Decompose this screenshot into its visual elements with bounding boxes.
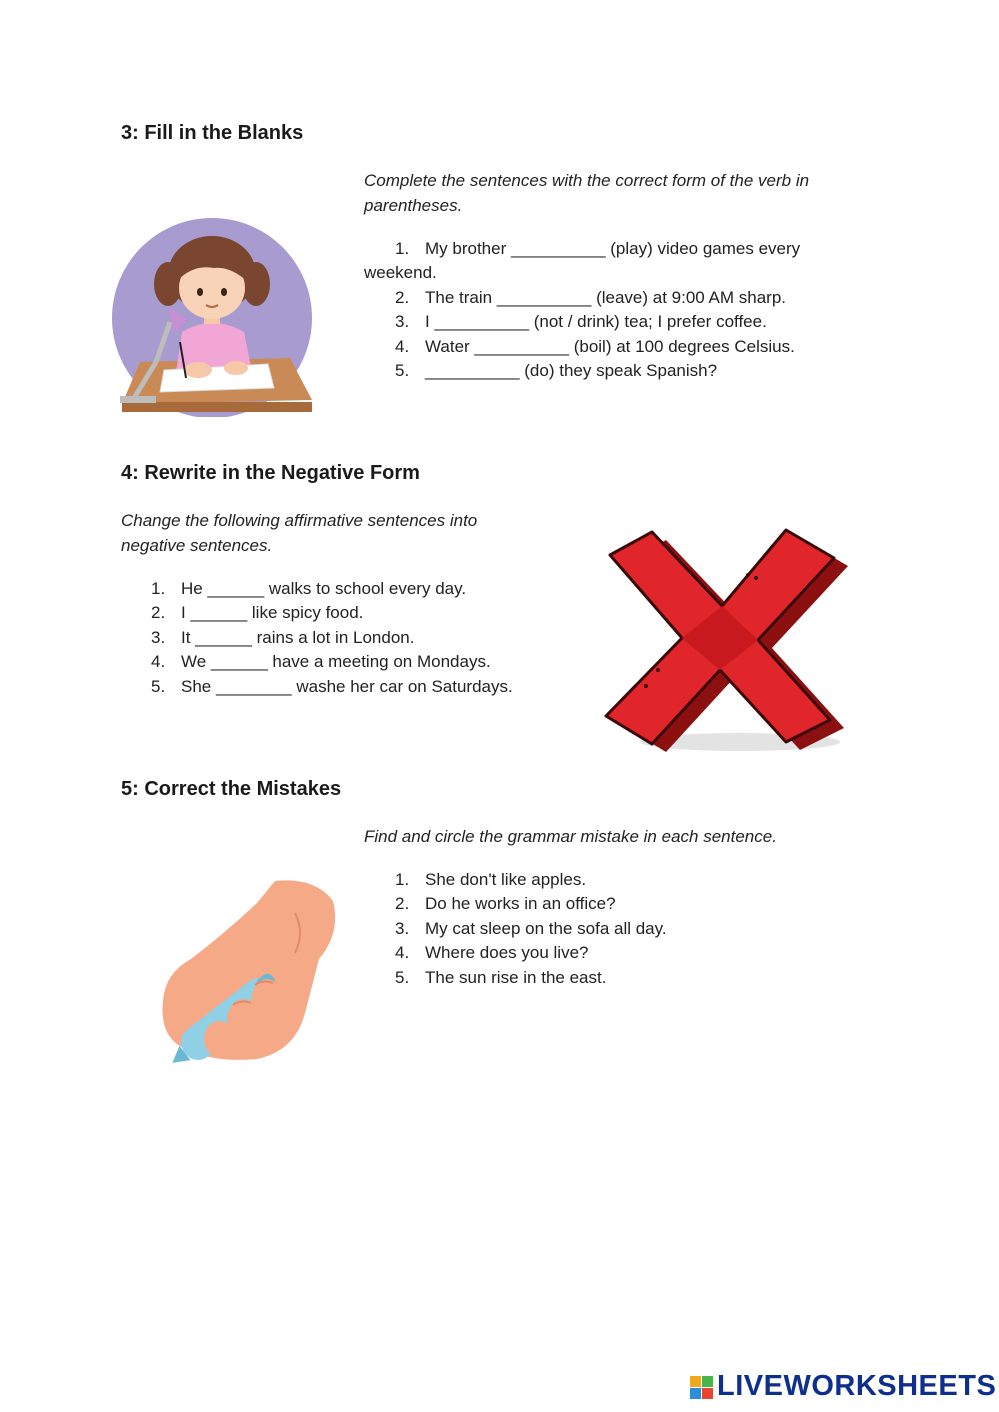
list-item: 4. We ______ have a meeting on Mondays. <box>151 652 491 672</box>
list-item: 1. He ______ walks to school every day. <box>151 579 467 598</box>
list-item: 5. She ________ washe her car on Saturdays. <box>151 676 513 696</box>
red-x-icon <box>590 520 855 755</box>
section-3-list <box>364 237 864 383</box>
section-3-instructions: Complete the sentences with the correct form of the verb in parentheses. <box>364 171 810 215</box>
section-5-list <box>364 868 864 990</box>
section-4-list <box>121 577 561 699</box>
section-3-title: 3: Fill in the Blanks <box>121 122 304 144</box>
girl-writing-illustration <box>110 212 315 417</box>
list-item: 2. Do he works in an office? <box>395 894 616 914</box>
liveworksheets-wordmark: LIVEWORKSHEETS <box>717 1370 997 1402</box>
list-item: 4. Where does you live? <box>395 943 589 963</box>
list-item: 2. The train __________ (leave) at 9:00 AM sharp. <box>395 287 787 307</box>
list-item: 1. My brother __________ (play) video games every <box>395 239 801 258</box>
list-item: 1. She don't like apples. <box>395 870 587 889</box>
list-item: 4. Water __________ (boil) at 100 degrees Celsius. <box>395 336 795 356</box>
list-item: 5. The sun rise in the east. <box>395 967 607 987</box>
list-item: 2. I ______ like spicy food. <box>151 603 364 623</box>
liveworksheets-logo <box>690 1370 997 1406</box>
live-badge-icon <box>690 1376 714 1400</box>
section-4-instructions: Change the following affirmative sentences into negative sentences. <box>121 511 478 555</box>
list-item: 3. It ______ rains a lot in London. <box>151 627 415 647</box>
section-4-title: 4: Rewrite in the Negative Form <box>121 462 420 484</box>
list-item: 3. I __________ (not / drink) tea; I prefer coffee. <box>395 312 767 332</box>
hand-marker-illustration <box>155 873 345 1083</box>
list-item: 3. My cat sleep on the sofa all day. <box>395 918 667 938</box>
section-5-instructions: Find and circle the grammar mistake in each sentence. <box>364 827 777 846</box>
list-item: 5. __________ (do) they speak Spanish? <box>395 361 718 381</box>
list-item-continuation: weekend. <box>364 263 437 283</box>
section-5-title: 5: Correct the Mistakes <box>121 778 342 800</box>
